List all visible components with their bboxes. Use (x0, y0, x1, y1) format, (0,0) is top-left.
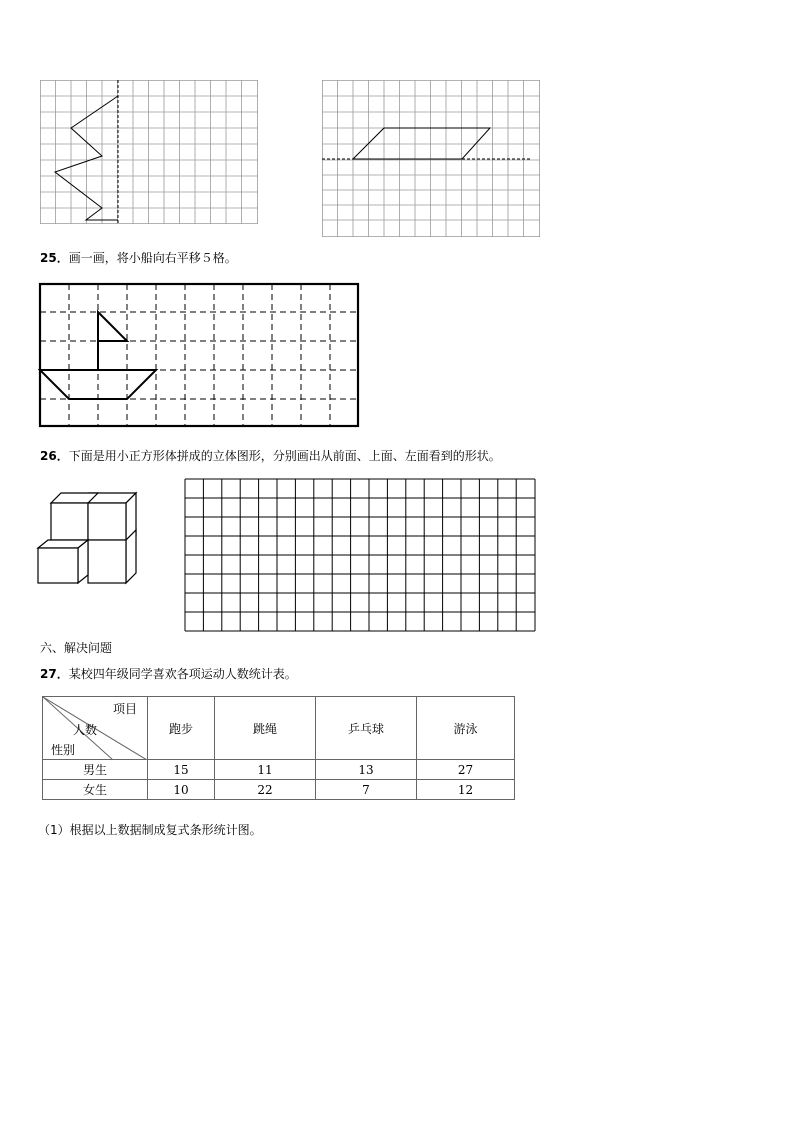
section-title: 六、解决问题 (40, 641, 113, 655)
question-text: 下面是用小正方形体拼成的立体图形，分别画出从前面、上面、左面看到的形状。 (68, 449, 501, 463)
boat-grid-border (40, 284, 358, 426)
parallelogram-figure (353, 128, 490, 159)
sports-stats-table (42, 696, 515, 800)
question-26 (40, 448, 501, 464)
drawing-grid (184, 478, 538, 634)
question-number: 25． (40, 251, 69, 265)
table-cell: 27 (417, 760, 515, 780)
table-cell: 12 (417, 780, 515, 800)
boat-grid (38, 282, 362, 432)
table-cell: 11 (215, 760, 316, 780)
question-27 (40, 666, 297, 682)
table-row (43, 760, 515, 780)
table-cell: 22 (215, 780, 316, 800)
column-header: 乒乓球 (316, 697, 417, 760)
column-header: 游泳 (417, 697, 515, 760)
column-header: 跳绳 (215, 697, 316, 760)
question-number: 27． (40, 667, 69, 681)
table-header-row (43, 697, 515, 760)
row-label: 女生 (43, 780, 148, 800)
symmetry-grid-right (322, 80, 542, 240)
table-cell: 15 (148, 760, 215, 780)
symmetry-grid-left (40, 80, 260, 240)
question-25 (40, 250, 237, 266)
table-cell: 13 (316, 760, 417, 780)
corner-label-item: 项目 (112, 702, 137, 716)
table-row (43, 780, 515, 800)
table-cell: 10 (148, 780, 215, 800)
table-corner-cell (43, 697, 148, 760)
question-27-part-1: （1）根据以上数据制成复式条形统计图。 (38, 823, 262, 837)
question-text: 某校四年级同学喜欢各项运动人数统计表。 (68, 667, 297, 681)
corner-label-count: 人数 (73, 723, 98, 737)
table-cell: 7 (316, 780, 417, 800)
corner-label-gender: 性别 (51, 743, 76, 757)
question-text: 画一画，将小船向右平移５格。 (68, 251, 237, 265)
cube-figure (36, 490, 140, 588)
column-header: 跑步 (148, 697, 215, 760)
row-label: 男生 (43, 760, 148, 780)
question-number: 26． (40, 449, 69, 463)
